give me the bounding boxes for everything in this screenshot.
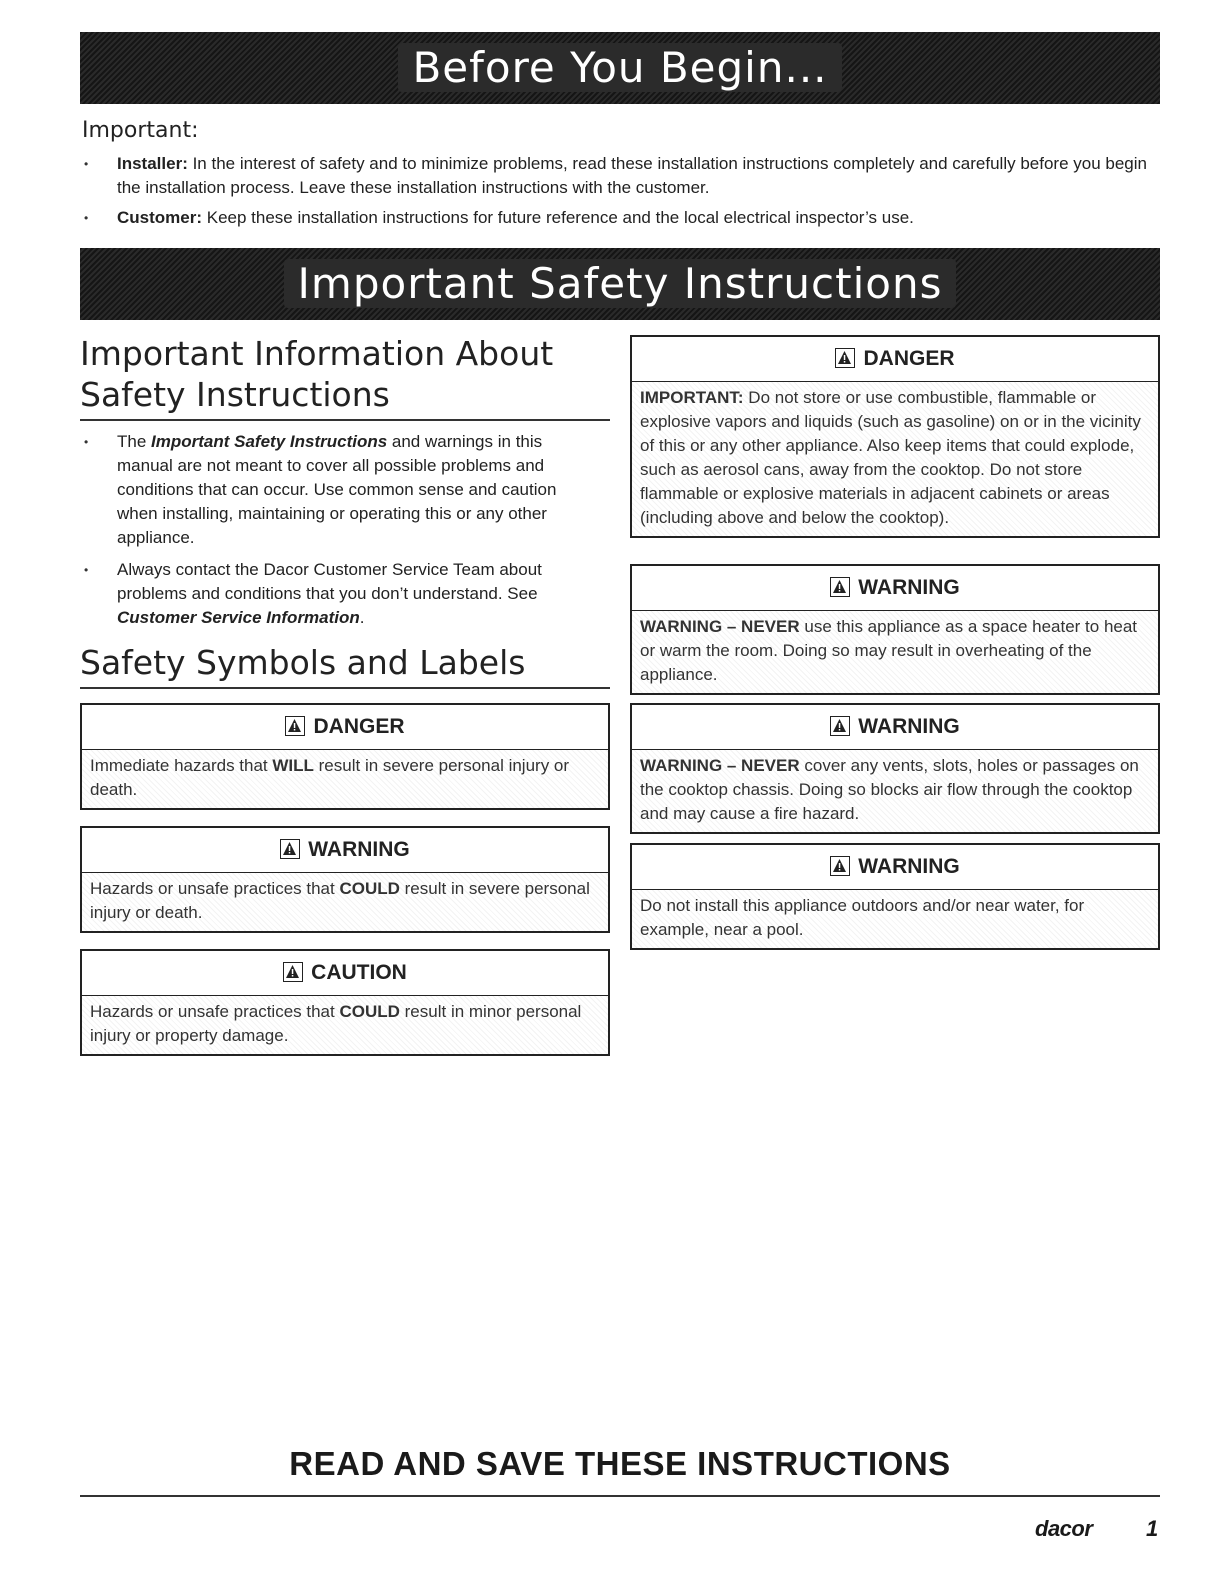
customer-service-reference: Customer Service Information: [117, 608, 360, 627]
box-text: result in minor personal injury or property damage.: [90, 1002, 582, 1045]
box-lead: WARNING – NEVER: [640, 617, 800, 636]
box-text: use this appliance as a space heater to heat or warm the room. Doing so may result in overheating of the appliance.: [640, 617, 1138, 684]
info-text: and warnings in this manual are not meant to cover all possible problems and conditions that can occur. Use common sense and caution when installing, maintaining or operating this or any other appliance.: [117, 432, 557, 547]
box-text: result in severe personal injury or death.: [90, 756, 570, 799]
important-list: [80, 152, 1160, 236]
info-section-title: Important Information About Safety Instructions: [80, 333, 610, 421]
important-heading: Important:: [82, 118, 199, 143]
list-item: [80, 430, 585, 550]
page-number: 1: [1146, 1516, 1159, 1541]
box-lead: WARNING – NEVER: [640, 756, 800, 775]
box-header: [82, 705, 608, 750]
box-label: DANGER: [313, 715, 405, 738]
box-label: DANGER: [863, 347, 955, 370]
info-text: Always contact the Dacor Customer Service Team about problems and conditions that you don’t understand. See: [117, 560, 542, 603]
box-header: [632, 337, 1158, 382]
box-header: [82, 951, 608, 996]
before-you-begin-title: Before You Begin...: [398, 43, 841, 92]
box-label: WARNING: [308, 838, 410, 861]
danger-label-box: [80, 703, 610, 810]
footer-divider: [80, 1495, 1160, 1497]
danger-flammable-box: [630, 335, 1160, 538]
box-emphasis: COULD: [339, 879, 400, 898]
box-header: [632, 705, 1158, 750]
box-body: [632, 611, 1158, 693]
warning-triangle-icon: [285, 716, 305, 736]
dacor-logo: dacor: [1035, 1516, 1093, 1541]
info-list: [80, 430, 585, 638]
installer-text: In the interest of safety and to minimize problems, read these installation instructions completely and carefully before you begin the installation process. Leave these installation instructions with the customer.: [117, 154, 1147, 197]
box-text: Immediate hazards that: [90, 756, 273, 775]
warning-label-box: [80, 826, 610, 933]
box-text: Do not store or use combustible, flammable or explosive vapors and liquids (such as gasoline) on or in the vicinity of this or any other appliance. Also keep items that could explode, such as aerosol cans, away from the cooktop. Do not store flammable or explosive materials in adjacent cabinets or areas (including above and below the cooktop).: [640, 388, 1141, 527]
box-label: WARNING: [858, 576, 960, 599]
list-item: [80, 152, 1160, 200]
installer-label: Installer:: [117, 154, 188, 173]
box-body: [82, 996, 608, 1054]
warning-outdoors-box: [630, 843, 1160, 950]
warning-triangle-icon: [830, 716, 850, 736]
info-emphasis: Important Safety Instructions: [151, 432, 388, 451]
warning-triangle-icon: [283, 962, 303, 982]
warning-triangle-icon: [835, 348, 855, 368]
read-and-save-heading: READ AND SAVE THESE INSTRUCTIONS: [289, 1445, 951, 1482]
box-lead: IMPORTANT:: [640, 388, 744, 407]
info-text: .: [359, 608, 365, 627]
info-text: The: [117, 432, 152, 451]
box-label: WARNING: [858, 715, 960, 738]
box-header: [82, 828, 608, 873]
box-body: [632, 382, 1158, 536]
list-item: [80, 206, 1160, 230]
box-header: [632, 845, 1158, 890]
symbols-section-title: Safety Symbols and Labels: [80, 642, 610, 689]
safety-instructions-banner: [80, 248, 1160, 320]
customer-label: Customer:: [117, 208, 203, 227]
box-body: [82, 750, 608, 808]
box-body: [82, 873, 608, 931]
warning-space-heater-box: [630, 564, 1160, 695]
box-header: [632, 566, 1158, 611]
warning-triangle-icon: [280, 839, 300, 859]
warning-triangle-icon: [830, 577, 850, 597]
box-text: Hazards or unsafe practices that: [90, 879, 340, 898]
box-text: result in severe personal injury or death.: [90, 879, 590, 922]
list-item: [80, 558, 585, 630]
safety-instructions-title: Important Safety Instructions: [284, 259, 957, 308]
box-body: [632, 750, 1158, 832]
before-you-begin-banner: [80, 32, 1160, 104]
box-label: WARNING: [858, 855, 960, 878]
warning-vents-box: [630, 703, 1160, 834]
warning-triangle-icon: [830, 856, 850, 876]
box-body: [632, 890, 1158, 948]
box-text: Do not install this appliance outdoors and/or near water, for example, near a pool.: [640, 896, 1085, 939]
customer-text: Keep these installation instructions for future reference and the local electrical inspector’s use.: [202, 208, 914, 227]
box-emphasis: WILL: [272, 756, 314, 775]
box-label: CAUTION: [311, 961, 407, 984]
box-text: Hazards or unsafe practices that: [90, 1002, 340, 1021]
box-emphasis: COULD: [339, 1002, 400, 1021]
caution-label-box: [80, 949, 610, 1056]
box-text: cover any vents, slots, holes or passages on the cooktop chassis. Doing so blocks air flow through the cooktop and may cause a fire hazard.: [640, 756, 1139, 823]
